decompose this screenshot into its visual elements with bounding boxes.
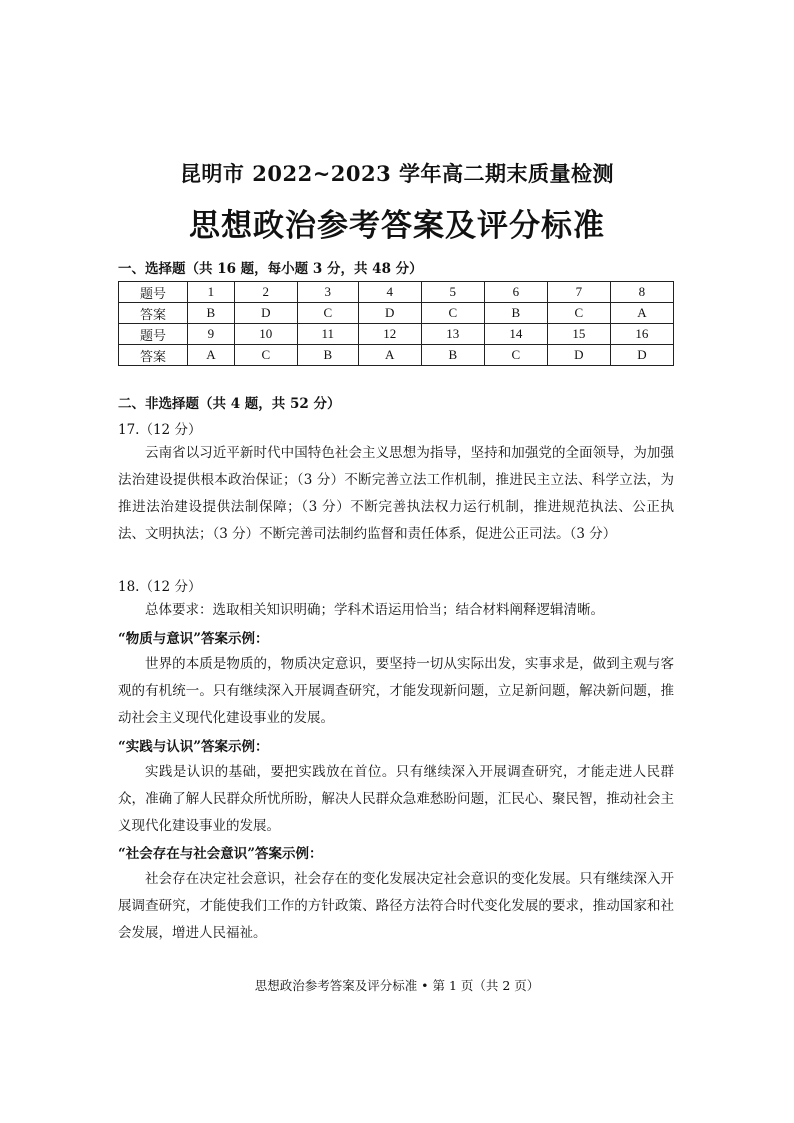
- table-cell: 5: [421, 282, 484, 303]
- table-cell: 11: [297, 324, 358, 345]
- table-cell: 15: [547, 324, 610, 345]
- table-cell: 1: [188, 282, 235, 303]
- table-cell: C: [547, 303, 610, 324]
- page-footer: 思想政治参考答案及评分标准 • 第 1 页（共 2 页）: [254, 978, 540, 993]
- answer-table: [118, 281, 674, 366]
- table-cell: D: [547, 345, 610, 366]
- table-row: [119, 345, 674, 366]
- example-2-title: “实践与认识”答案示例：: [118, 739, 269, 755]
- table-row: [119, 282, 674, 303]
- table-cell: 8: [610, 282, 673, 303]
- document-subtitle: 思想政治参考答案及评分标准: [189, 208, 605, 244]
- table-cell: C: [484, 345, 547, 366]
- table-cell: 7: [547, 282, 610, 303]
- table-cell: 3: [297, 282, 358, 303]
- table-cell: B: [484, 303, 547, 324]
- question-18-heading: 18.（12 分）: [118, 579, 202, 595]
- question-17-heading: 17.（12 分）: [118, 422, 202, 438]
- table-cell: 2: [234, 282, 297, 303]
- table-cell: A: [610, 303, 673, 324]
- table-cell: C: [421, 303, 484, 324]
- section1-heading: 一、选择题（共 16 题，每小题 3 分，共 48 分）: [118, 261, 423, 277]
- example-1-body: 世界的本质是物质的，物质决定意识，要坚持一切从实际出发，实事求是，做到主观与客观的有机统一。只有继续深入开展调查研究，才能发现新问题，立足新问题，解决新问题，推动社会主义现代化建设事业的发展。: [118, 656, 674, 726]
- table-cell: C: [234, 345, 297, 366]
- table-cell: 13: [421, 324, 484, 345]
- table-cell: A: [358, 345, 421, 366]
- row-label-answer: 答案: [119, 345, 188, 366]
- table-cell: D: [610, 345, 673, 366]
- table-cell: B: [188, 303, 235, 324]
- table-cell: D: [234, 303, 297, 324]
- row-label-answer: 答案: [119, 303, 188, 324]
- example-3-body: 社会存在决定社会意识，社会存在的变化发展决定社会意识的变化发展。只有继续深入开展调查研究，才能使我们工作的方针政策、路径方法符合时代变化发展的要求，推动国家和社会发展，增进人民福祉。: [118, 871, 674, 941]
- section2-heading: 二、非选择题（共 4 题，共 52 分）: [118, 396, 341, 412]
- example-2-body: 实践是认识的基础，要把实践放在首位。只有继续深入开展调查研究，才能走进人民群众，准确了解人民群众所忧所盼，解决人民群众急难愁盼问题，汇民心、聚民智，推动社会主义现代化建设事业的发展。: [118, 764, 674, 834]
- table-cell: B: [421, 345, 484, 366]
- table-cell: B: [297, 345, 358, 366]
- document-title: 昆明市 2022~2023 学年高二期末质量检测: [179, 161, 615, 186]
- table-cell: 4: [358, 282, 421, 303]
- table-row: [119, 324, 674, 345]
- table-cell: 14: [484, 324, 547, 345]
- row-label-question: 题号: [119, 324, 188, 345]
- table-cell: A: [188, 345, 235, 366]
- table-cell: 6: [484, 282, 547, 303]
- table-cell: 12: [358, 324, 421, 345]
- question-17-answer: 云南省以习近平新时代中国特色社会主义思想为指导，坚持和加强党的全面领导，为加强法治建设提供根本政治保证；（3 分）不断完善立法工作机制，推进民主立法、科学立法，为推进法治建设提供法制保障；（3 分）不断完善执法权力运行机制，推进规范执法、公正执法、文明执法；（3 分）不断完善司法制约监督和责任体系，促进公正司法。（3 分）: [118, 445, 674, 542]
- example-3-title: “社会存在与社会意识”答案示例：: [118, 846, 323, 862]
- table-cell: 16: [610, 324, 673, 345]
- question-18-requirement: 总体要求：选取相关知识明确；学科术语运用恰当；结合材料阐释逻辑清晰。: [145, 602, 604, 618]
- row-label-question: 题号: [119, 282, 188, 303]
- table-cell: D: [358, 303, 421, 324]
- table-row: [119, 303, 674, 324]
- example-1-title: “物质与意识”答案示例：: [118, 631, 269, 647]
- table-cell: C: [297, 303, 358, 324]
- table-cell: 10: [234, 324, 297, 345]
- table-cell: 9: [188, 324, 235, 345]
